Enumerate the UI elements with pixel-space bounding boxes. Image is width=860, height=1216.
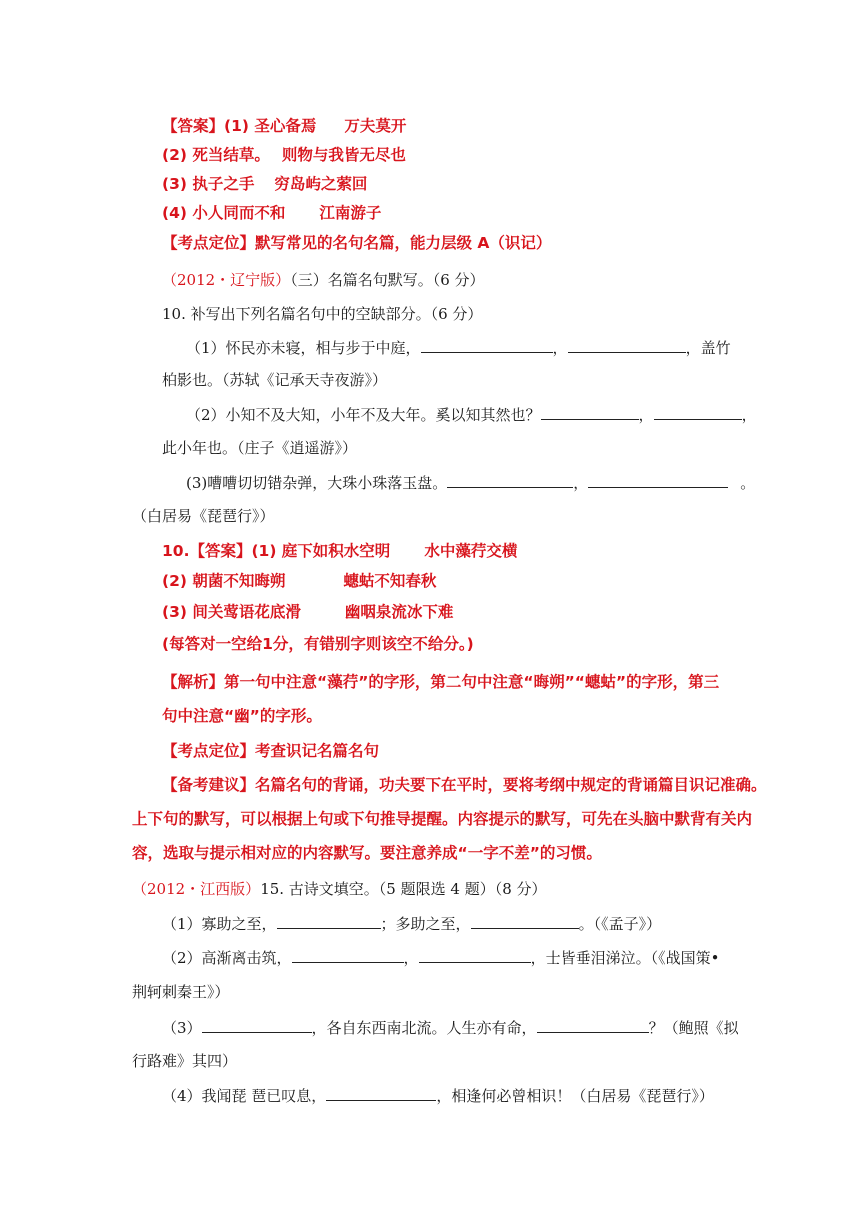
question-text: ， <box>403 949 419 967</box>
exam-point-2: 【考点定位】考查识记名篇名句 <box>162 742 380 760</box>
question-text: ？（鲍照《拟 <box>648 1019 739 1037</box>
question-10-2-cont: 此小年也。（庄子《逍遥游》） <box>162 439 358 457</box>
question-10-3-cont: （白居易《琵琶行》） <box>132 507 275 525</box>
section-label: 15. 古诗文填空。（5 题限选 4 题）（8 分） <box>260 880 547 898</box>
answer-10-line-3 <box>162 601 453 623</box>
blank-line[interactable] <box>421 337 553 353</box>
answer-text: 幽咽泉流冰下难 <box>344 603 454 621</box>
question-10-1 <box>186 337 731 359</box>
question-15-1 <box>162 913 661 935</box>
question-10-1-cont: 柏影也。（苏轼《记承天寺夜游》） <box>162 371 388 389</box>
question-source-jiangxi <box>132 878 547 900</box>
analysis-line-2: 句中注意“幽”的字形。 <box>162 707 322 725</box>
question-text: 。（《孟子》） <box>578 915 662 933</box>
source-label: （2012・江西版） <box>132 880 261 898</box>
answer-text: 万夫莫开 <box>344 117 407 135</box>
blank-line[interactable] <box>202 1017 312 1033</box>
answer-line-4 <box>162 202 381 224</box>
answer-text: 江南游子 <box>319 204 382 222</box>
blank-line[interactable] <box>326 1085 436 1101</box>
analysis-line-1: 【解析】第一句中注意“藻荇”的字形，第二句中注意“晦朔”“蟪蛄”的字形，第三 <box>162 673 720 691</box>
blank-line[interactable] <box>471 913 579 929</box>
prep-advice-line-1: 【备考建议】名篇名句的背诵，功夫要下在平时，要将考纲中规定的背诵篇目识记准确。 <box>162 776 767 794</box>
answer-10-line-1 <box>162 540 517 562</box>
answer-text: 则物与我皆无尽也 <box>281 146 406 164</box>
blank-line[interactable] <box>654 404 742 420</box>
question-text: ，相逢何必曾相识！（白居易《琵琶行》） <box>436 1087 714 1105</box>
answer-text: 蟪蛄不知春秋 <box>343 572 437 590</box>
answer-text: (2) 朝菌不知晦朔 <box>162 572 286 590</box>
question-source-liaoning <box>162 269 485 291</box>
question-text: (3)嘈嘈切切错杂弹，大珠小珠落玉盘。 <box>186 474 448 492</box>
question-10-2 <box>186 404 757 426</box>
answer-text: (2) 死当结草。 <box>162 146 270 164</box>
question-text: ；多助之至， <box>380 915 471 933</box>
question-15-3-cont: 行路难》其四） <box>132 1052 238 1070</box>
question-text: （1）怀民亦未寝，相与步于中庭， <box>186 339 421 357</box>
blank-line[interactable] <box>537 1017 649 1033</box>
question-10-title: 10. 补写出下列名篇名句中的空缺部分。（6 分） <box>162 305 483 323</box>
answer-text: (3) 间关莺语花底滑 <box>162 603 301 621</box>
blank-line[interactable] <box>588 472 728 488</box>
scoring-note: (每答对一空给1分，有错别字则该空不给分。) <box>162 635 474 653</box>
answer-text: 10.【答案】(1) 庭下如积水空明 <box>162 542 391 560</box>
question-text: 。 <box>740 474 756 492</box>
question-text: ， <box>552 339 568 357</box>
question-text: ， <box>638 406 654 424</box>
blank-line[interactable] <box>541 404 639 420</box>
question-text: ，各自东西南北流。人生亦有命， <box>311 1019 537 1037</box>
answer-line-3 <box>162 173 367 195</box>
question-text: ， <box>573 474 589 492</box>
answer-text: 【答案】(1) 圣心备焉 <box>162 117 317 135</box>
question-text: （2）高渐离击筑， <box>162 949 292 967</box>
answer-text: (3) 执子之手 <box>162 175 255 193</box>
answer-10-line-2 <box>162 570 436 592</box>
question-text: （2）小知不及大知，小年不及大年。奚以知其然也？ <box>186 406 541 424</box>
blank-line[interactable] <box>277 913 381 929</box>
question-15-2 <box>162 947 719 969</box>
prep-advice-line-3: 容，选取与提示相对应的内容默写。要注意养成“一字不差”的习惯。 <box>132 844 602 862</box>
question-text: （4）我闻琵 琶已叹息， <box>162 1087 327 1105</box>
source-label: （2012・辽宁版） <box>162 271 291 289</box>
answer-text: (4) 小人同而不和 <box>162 204 286 222</box>
exam-point-1: 【考点定位】默写常见的名句名篇，能力层级 A（识记） <box>162 234 552 252</box>
blank-line[interactable] <box>292 947 404 963</box>
question-text: ，士皆垂泪涕泣。（《战国策• <box>530 949 720 967</box>
blank-line[interactable] <box>447 472 573 488</box>
question-15-3 <box>162 1017 739 1039</box>
question-15-4 <box>162 1085 714 1107</box>
question-text: ， <box>741 406 757 424</box>
answer-line-1 <box>162 115 406 137</box>
blank-line[interactable] <box>419 947 531 963</box>
blank-line[interactable] <box>568 337 686 353</box>
section-label: （三）名篇名句默写。（6 分） <box>290 271 485 289</box>
prep-advice-line-2: 上下句的默写，可以根据上句或下句推导提醒。内容提示的默写，可先在头脑中默背有关内 <box>132 810 753 828</box>
question-15-2-cont: 荆轲刺秦王》） <box>132 983 230 1001</box>
answer-text: 穷岛屿之萦回 <box>274 175 368 193</box>
question-text: （3） <box>162 1019 202 1037</box>
question-text: （1）寡助之至， <box>162 915 277 933</box>
question-text: ，盖竹 <box>685 339 731 357</box>
question-10-3 <box>186 472 755 494</box>
answer-line-2 <box>162 144 406 166</box>
answer-text: 水中藻荇交横 <box>424 542 518 560</box>
